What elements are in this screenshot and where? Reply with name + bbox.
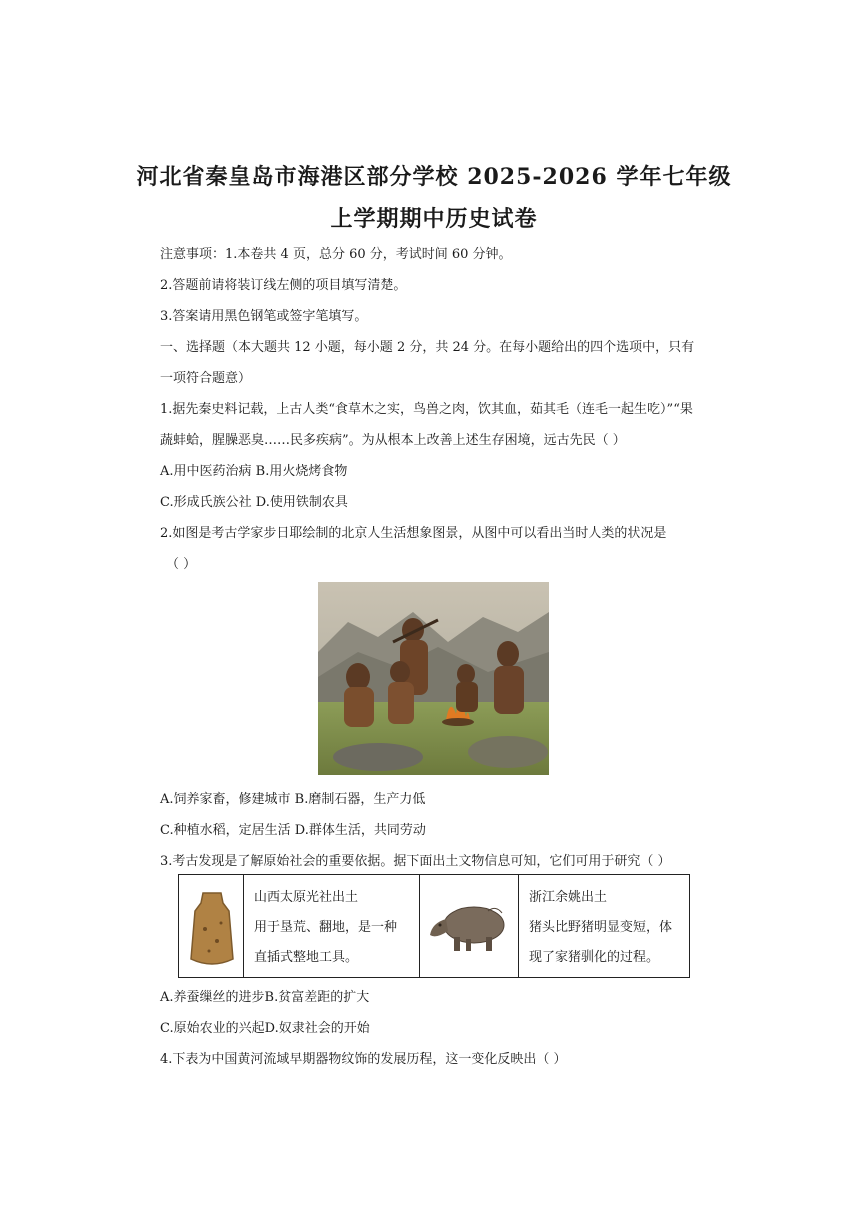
notes-line-1: 注意事项：1.本卷共 4 页，总分 60 分，考试时间 60 分钟。: [160, 247, 512, 262]
question-1-options-ab: A.用中医药治病 B.用火烧烤食物: [160, 464, 348, 479]
question-2-stem-line-2: （ ）: [166, 557, 197, 572]
question-1-options-cd: C.形成氏族公社 D.使用铁制农具: [160, 495, 348, 510]
question-4-stem: 4.下表为中国黄河流域早期器物纹饰的发展历程，这一变化反映出（ ）: [160, 1052, 567, 1067]
question-3-stem: 3.考古发现是了解原始社会的重要依据。据下面出土文物信息可知，它们可用于研究（ ）: [160, 854, 671, 869]
artifact-1-desc-line-2: 直插式整地工具。: [254, 950, 359, 965]
section-heading-line-2: 一项符合题意）: [160, 371, 252, 386]
question-3-options-ab: A.养蚕缫丝的进步B.贫富差距的扩大: [160, 990, 370, 1005]
question-1-stem-line-2: 蔬蚌蛤，腥臊恶臭……民多疾病”。为从根本上改善上述生存困境，远古先民（ ）: [160, 433, 626, 448]
exam-title-line-1: 河北省秦皇岛市海港区部分学校 2025-2026 学年七年级: [136, 164, 732, 190]
artifact-1-origin: 山西太原光社出土: [254, 890, 359, 905]
artifact-2-image-cell: [420, 875, 519, 978]
artifact-2-text-cell: [519, 875, 690, 978]
peking-man-illustration-icon: [318, 582, 549, 775]
question-2-options-cd: C.种植水稻，定居生活 D.群体生活，共同劳动: [160, 823, 426, 838]
notes-line-3: 3.答案请用黑色钢笔或签字笔填写。: [160, 309, 368, 324]
artifact-2-origin: 浙江余姚出土: [529, 890, 608, 905]
artifact-table: [178, 874, 690, 978]
question-2-options-ab: A.饲养家畜，修建城市 B.磨制石器，生产力低: [160, 792, 426, 807]
artifact-2-desc-line-2: 现了家猪驯化的过程。: [529, 950, 660, 965]
artifact-1-text-cell: [244, 875, 420, 978]
question-3-options-cd: C.原始农业的兴起D.奴隶社会的开始: [160, 1021, 370, 1036]
artifact-1-image-cell: [179, 875, 244, 978]
pottery-pig-artifact-icon: [420, 875, 518, 959]
question-2-stem-line-1: 2.如图是考古学家步日耶绘制的北京人生活想象图景，从图中可以看出当时人类的状况是: [160, 526, 667, 541]
notes-line-2: 2.答题前请将装订线左侧的项目填写清楚。: [160, 278, 407, 293]
exam-title-line-2: 上学期期中历史试卷: [330, 206, 538, 232]
bone-spade-artifact-icon: [179, 875, 243, 973]
artifact-2-desc-line-1: 猪头比野猪明显变短，体: [529, 920, 673, 935]
section-heading-line-1: 一、选择题（本大题共 12 小题，每小题 2 分，共 24 分。在每小题给出的四个选项中，只有: [160, 340, 695, 355]
question-1-stem-line-1: 1.据先秦史料记载，上古人类“食草木之实，鸟兽之肉，饮其血，茹其毛（连毛一起生吃）”“果: [160, 402, 693, 417]
artifact-1-desc-line-1: 用于垦荒、翻地，是一种: [254, 920, 398, 935]
